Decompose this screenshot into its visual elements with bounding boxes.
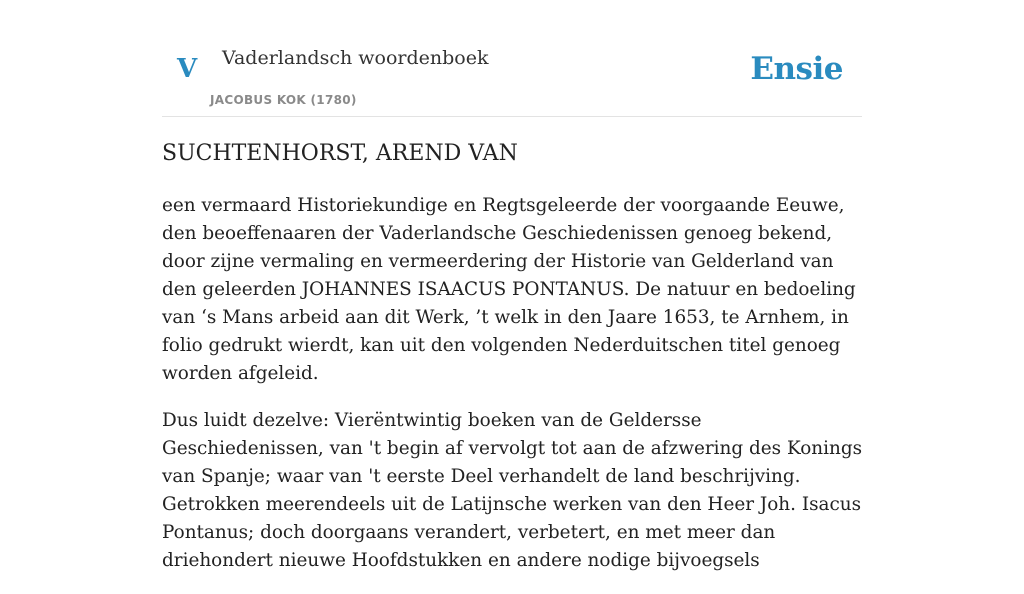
book-author: JACOBUS KOK (1780) <box>210 93 357 107</box>
book-letter-badge[interactable]: V <box>177 54 198 84</box>
book-title-link[interactable]: Vaderlandsch woordenboek <box>222 47 489 69</box>
entry-paragraph: Dus luidt dezelve: Vierëntwintig boeken van de Geldersse Geschiedenissen, van 't begin af vervolgt tot aan de afzwering des Konings van Spanje; waar van 't eerste Deel verhandelt de land beschrijving. Getrokken meerendeels uit de Latijnsche werken van den Heer Joh. Isacus Pontanus; doch doorgaans verandert, verbetert, en met meer dan driehondert nieuwe Hoofdstukken en andere nodige bijvoegsels <box>162 410 863 571</box>
entry-body <box>162 192 866 594</box>
entry-paragraph: een vermaard Historiekundige en Regtsgeleerde der voorgaande Eeuwe, den beoeffenaaren der Vaderlandsche Geschiedenissen genoeg bekend, door zijne vermaling en vermeerdering der Historie van Gelderland van den geleerden JOHANNES ISAACUS PONTANUS. De natuur en bedoeling van ‘s Mans arbeid aan dit Werk, ’t welk in den Jaare 1653, te Arnhem, in folio gedrukt wierdt, kan uit den volgenden Nederduitschen titel genoeg worden afgeleid. <box>162 195 856 384</box>
entry-title: SUCHTENHORST, AREND VAN <box>162 141 518 166</box>
book-header <box>162 0 862 117</box>
ensie-logo-link[interactable]: Ensie <box>750 51 843 87</box>
